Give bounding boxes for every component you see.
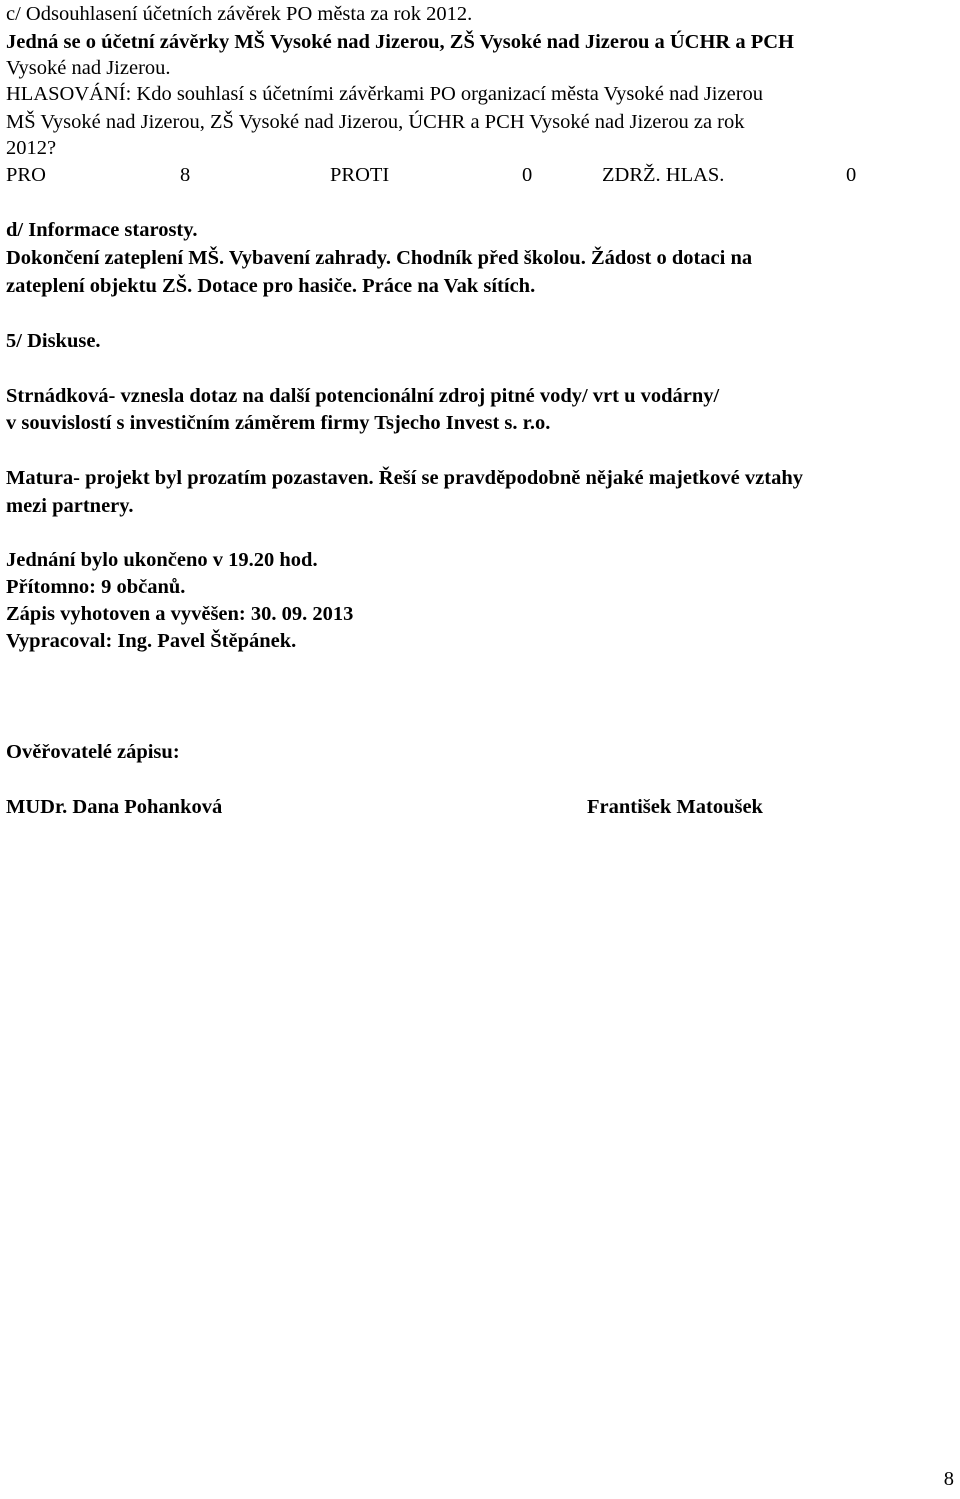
discussion-p1-line-1: Strnádková- vznesla dotaz na další potencionální zdroj pitné vody/ vrt u vodárny/ (6, 385, 720, 407)
closing-line-4: Vypracoval: Ing. Pavel Štěpánek. (6, 630, 297, 652)
item-c-line-1: Jedná se o účetní závěrky MŠ Vysoké nad Jizerou, ZŠ Vysoké nad Jizerou a ÚCHR a PCH (6, 31, 794, 53)
vote-pro-value: 8 (180, 164, 191, 186)
item-c-line-4: MŠ Vysoké nad Jizerou, ZŠ Vysoké nad Jizerou, ÚCHR a PCH Vysoké nad Jizerou za rok (6, 111, 745, 133)
verifier-2-name: František Matoušek (587, 796, 763, 818)
discussion-p1-line-2: v souvislostí s investičním záměrem firmy Tsjecho Invest s. r.o. (6, 412, 551, 434)
vote-zdrz-label: ZDRŽ. HLAS. (602, 164, 725, 186)
vote-result-row (0, 164, 960, 186)
item-d-line-1: Dokončení zateplení MŠ. Vybavení zahrady. Chodník před školou. Žádost o dotaci na (6, 247, 753, 269)
closing-line-2: Přítomno: 9 občanů. (6, 576, 186, 598)
item-d-heading: d/ Informace starosty. (6, 219, 198, 241)
page-number: 8 (943, 1468, 954, 1490)
discussion-p2-line-1: Matura- projekt byl prozatím pozastaven. Řeší se pravděpodobně nějaké majetkové vztahy (6, 467, 803, 489)
item-c-heading: c/ Odsouhlasení účetních závěrek PO města za rok 2012. (6, 3, 473, 25)
vote-proti-value: 0 (522, 164, 533, 186)
closing-line-3: Zápis vyhotoven a vyvěšen: 30. 09. 2013 (6, 603, 354, 625)
item-c-line-2: Vysoké nad Jizerou. (6, 57, 171, 79)
vote-proti-label: PROTI (330, 164, 390, 186)
vote-zdrz-value: 0 (846, 164, 857, 186)
verifiers-label: Ověřovatelé zápisu: (6, 741, 180, 763)
item-c-line-3: HLASOVÁNÍ: Kdo souhlasí s účetními závěrkami PO organizací města Vysoké nad Jizerou (6, 83, 764, 105)
section-5-heading: 5/ Diskuse. (6, 330, 101, 352)
closing-line-1: Jednání bylo ukončeno v 19.20 hod. (6, 549, 318, 571)
item-c-line-5: 2012? (6, 137, 57, 159)
vote-pro-label: PRO (6, 164, 46, 186)
discussion-p2-line-2: mezi partnery. (6, 495, 134, 517)
verifier-1-name: MUDr. Dana Pohanková (6, 796, 223, 818)
item-d-line-2: zateplení objektu ZŠ. Dotace pro hasiče. Práce na Vak sítích. (6, 275, 536, 297)
